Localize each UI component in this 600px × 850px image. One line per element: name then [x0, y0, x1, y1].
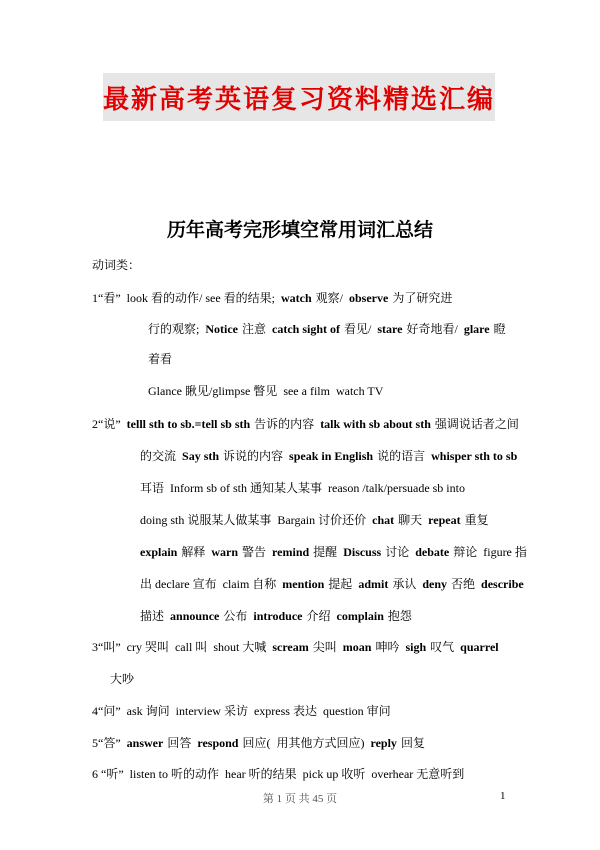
vocab-term: catch sight of — [272, 322, 341, 336]
vocab-text: 告诉的内容 — [254, 417, 315, 431]
vocab-text: 叹气 — [430, 640, 455, 654]
vocab-text: 抱怨 — [387, 609, 412, 623]
vocab-text: hear 听的结果 — [225, 767, 297, 781]
vocab-term: deny — [422, 577, 448, 591]
vocab-term: debate — [415, 545, 450, 559]
vocab-text: 诉说的内容 — [223, 449, 284, 463]
vocab-term: admit — [358, 577, 389, 591]
vocab-text: Glance 瞅见/glimpse 瞥见 — [148, 384, 278, 398]
vocab-line — [148, 322, 512, 336]
vocab-text: watch TV — [335, 384, 384, 398]
vocab-term: respond — [197, 736, 239, 750]
vocab-text: 提醒 — [313, 545, 338, 559]
vocab-text: 着看 — [148, 352, 173, 366]
vocab-term: announce — [170, 609, 220, 623]
vocab-term: speak in English — [289, 449, 374, 463]
vocab-text: 回复 — [400, 736, 425, 750]
vocab-text: Inform sb of sth 通知某人某事 — [170, 481, 323, 495]
vocab-line — [140, 577, 528, 591]
vocab-term: complain — [336, 609, 384, 623]
vocab-line — [148, 384, 389, 398]
vocab-text: 看见/ — [344, 322, 372, 336]
vocab-line — [140, 449, 521, 463]
vocab-text: Bargain 讨价还价 — [277, 513, 367, 527]
vocab-text: cry 哭叫 — [126, 640, 169, 654]
banner — [103, 73, 495, 121]
vocab-term: answer — [126, 736, 164, 750]
vocab-term: describe — [481, 577, 524, 591]
vocab-term: scream — [272, 640, 309, 654]
vocab-text: see a film — [283, 384, 330, 398]
vocab-line — [92, 417, 525, 431]
vocab-text: express 表达 — [253, 704, 317, 718]
vocab-term: remind — [272, 545, 310, 559]
vocab-line — [140, 609, 418, 623]
vocab-text: reason /talk/persuade sb into — [328, 481, 465, 495]
vocab-text: 公布 — [223, 609, 248, 623]
vocab-text: 1“看” — [92, 291, 121, 305]
vocab-term: Discuss — [343, 545, 382, 559]
vocab-line — [92, 767, 470, 781]
vocab-text: 说的语言 — [377, 449, 426, 463]
vocab-text: 介绍 — [306, 609, 331, 623]
vocab-term: explain — [140, 545, 178, 559]
page-number: 1 — [500, 790, 506, 802]
vocab-text: 尖叫 — [312, 640, 337, 654]
vocab-text: 瞪 — [493, 322, 506, 336]
vocab-text: claim 自称 — [222, 577, 277, 591]
vocab-text: 2“说” — [92, 417, 121, 431]
vocab-text: 讨论 — [385, 545, 410, 559]
vocab-text: 为了研究进 — [392, 291, 453, 305]
vocab-term: moan — [342, 640, 372, 654]
vocab-text: 警告 — [242, 545, 267, 559]
vocab-text: 回应( — [242, 736, 271, 750]
vocab-term: quarrel — [460, 640, 499, 654]
vocab-term: telll sth to sb.=tell sb sth — [126, 417, 251, 431]
vocab-text: 描述 — [140, 609, 165, 623]
vocab-term: warn — [211, 545, 239, 559]
vocab-text: 用其他方式回应) — [276, 736, 365, 750]
vocab-text: 否绝 — [451, 577, 476, 591]
vocab-line — [140, 513, 495, 527]
vocab-text: shout 大喊 — [213, 640, 267, 654]
document-title: 历年高考完形填空常用词汇总结 — [166, 219, 433, 241]
vocab-text: 好奇地看/ — [406, 322, 458, 336]
vocab-line — [148, 352, 178, 366]
vocab-text: doing sth 说服某人做某事 — [140, 513, 272, 527]
vocab-text: question 审问 — [322, 704, 391, 718]
vocab-term: sigh — [405, 640, 427, 654]
vocab-text: 的交流 — [140, 449, 177, 463]
vocab-text: ask 询问 — [126, 704, 170, 718]
vocab-term: Say sth — [182, 449, 220, 463]
vocab-text: 注意 — [242, 322, 267, 336]
vocab-term: reply — [370, 736, 397, 750]
vocab-term: watch — [280, 291, 312, 305]
vocab-text: 呻吟 — [375, 640, 400, 654]
vocab-text: figure 指 — [483, 545, 527, 559]
vocab-text: 观察/ — [315, 291, 343, 305]
vocab-text: 回答 — [167, 736, 192, 750]
vocab-term: introduce — [253, 609, 303, 623]
vocab-term: mention — [282, 577, 325, 591]
banner-title: 最新高考英语复习资料精选汇编 — [103, 84, 496, 115]
page-footer: 第 1 页 共 45 页 — [262, 793, 338, 805]
vocab-line — [92, 640, 503, 654]
vocab-line — [110, 672, 140, 686]
vocab-text: look 看的动作/ see 看的结果; — [126, 291, 275, 305]
vocab-text: 大吵 — [110, 672, 135, 686]
vocab-term: repeat — [428, 513, 461, 527]
vocab-text: listen to 听的动作 — [129, 767, 219, 781]
vocab-text: 提起 — [328, 577, 353, 591]
vocab-term: glare — [463, 322, 490, 336]
vocab-text: 强调说话者之间 — [434, 417, 519, 431]
vocab-text: 出 declare 宣布 — [140, 577, 217, 591]
vocab-line — [140, 481, 471, 495]
vocab-term: chat — [372, 513, 395, 527]
vocab-text: call 叫 — [174, 640, 208, 654]
vocab-line — [140, 545, 533, 559]
vocab-text: 重复 — [464, 513, 489, 527]
vocab-line — [92, 291, 458, 305]
vocab-text: 行的观察; — [148, 322, 200, 336]
vocab-text: 解释 — [181, 545, 206, 559]
vocab-text: 聊天 — [398, 513, 423, 527]
vocab-term: observe — [349, 291, 389, 305]
vocab-text: overhear 无意听到 — [371, 767, 465, 781]
vocab-text: 3“叫” — [92, 640, 121, 654]
vocab-term: talk with sb about sth — [320, 417, 431, 431]
vocab-line — [92, 736, 431, 750]
vocab-text: pick up 收听 — [302, 767, 366, 781]
vocab-text: interview 采访 — [175, 704, 248, 718]
section-label: 动词类： — [92, 258, 141, 272]
vocab-term: Notice — [205, 322, 238, 336]
vocab-text: 承认 — [392, 577, 417, 591]
vocab-term: stare — [377, 322, 403, 336]
vocab-text: 耳语 — [140, 481, 165, 495]
vocab-text: 4“问” — [92, 704, 121, 718]
vocab-text: 5“答” — [92, 736, 121, 750]
vocab-term: whisper sth to sb — [431, 449, 518, 463]
vocab-line — [92, 704, 397, 718]
vocab-text: 辩论 — [453, 545, 478, 559]
vocab-text: 6 “听” — [92, 767, 124, 781]
